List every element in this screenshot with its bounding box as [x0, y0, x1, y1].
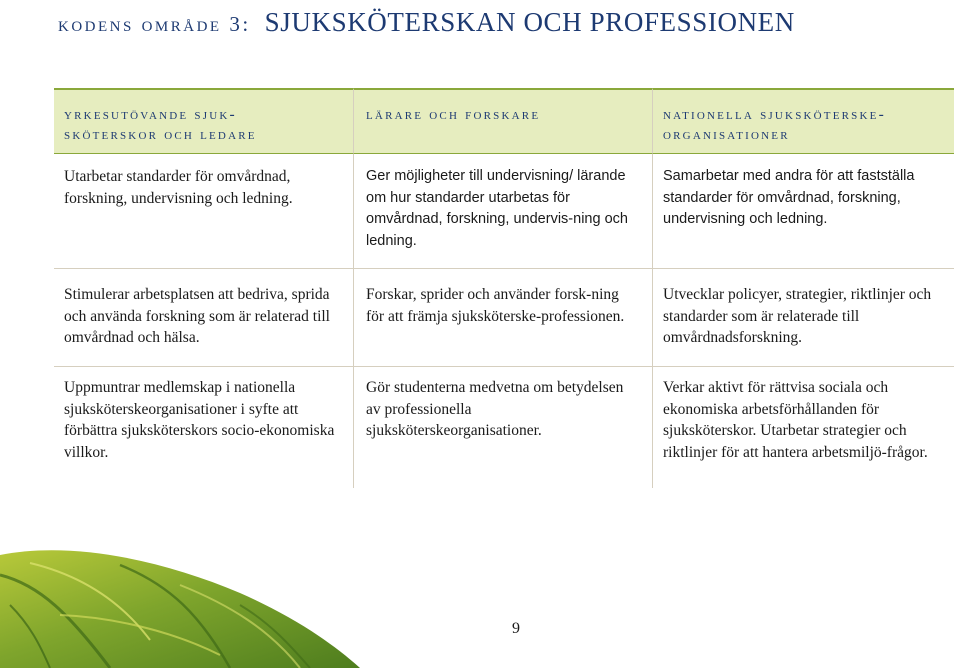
page-heading — [58, 2, 795, 39]
table-cell: Ger möjligheter till undervisning/ lärande om hur standarder utarbetas för omvårdnad, forskning, undervis-ning och ledning. — [354, 154, 653, 269]
column-header-line: lärare och forskare — [366, 106, 541, 123]
table-cell: Uppmuntrar medlemskap i nationella sjuksköterskeorganisationer i syfte att förbättra sjuksköterskors socio-ekonomiska villkor. — [54, 367, 354, 488]
code-area-table — [54, 88, 954, 488]
page-title: SJUKSKÖTERSKAN OCH PROFESSIONEN — [264, 7, 795, 37]
leaf-decoration — [0, 545, 360, 668]
section-prefix: kodens område 3: — [58, 12, 251, 36]
table-cell: Utvecklar policyer, strategier, riktlinjer och standarder som är relaterade till omvårdnadsforskning. — [653, 269, 954, 367]
column-header-educators — [354, 88, 653, 154]
column-header-line: nationella sjuksköterske- — [663, 106, 886, 123]
column-header-line: organisationer — [663, 126, 790, 143]
table-cell: Stimulerar arbetsplatsen att bedriva, sprida och använda forskning som är relaterad till omvårdnad och hälsa. — [54, 269, 354, 367]
table-cell: Utarbetar standarder för omvårdnad, forskning, undervisning och ledning. — [54, 154, 354, 269]
table-cell: Samarbetar med andra för att fastställa standarder för omvårdnad, forskning, undervisning och ledning. — [653, 154, 954, 269]
column-header-line: sköterskor och ledare — [64, 126, 257, 143]
column-header-practitioners — [54, 88, 354, 154]
table-cell: Gör studenterna medvetna om betydelsen av professionella sjuksköterskeorganisationer. — [354, 367, 653, 488]
column-header-national-associations — [653, 88, 954, 154]
table-cell: Forskar, sprider och använder forsk-ning för att främja sjuksköterske-professionen. — [354, 269, 653, 367]
table-cell: Verkar aktivt för rättvisa sociala och ekonomiska arbetsförhållanden för sjuksköterskor. Utarbetar strategier och riktlinjer för att hantera arbetsmiljö-frågor. — [663, 379, 928, 461]
page-number: 9 — [512, 620, 520, 637]
column-header-line: yrkesutövande sjuk- — [64, 106, 237, 123]
